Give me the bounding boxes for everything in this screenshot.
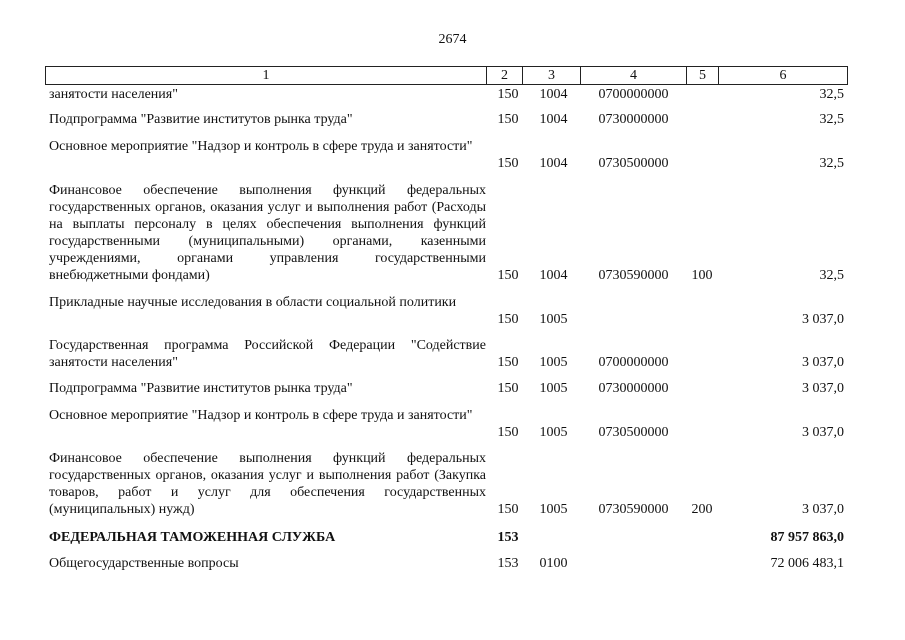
row-col-4: 0730500000: [598, 425, 669, 440]
row-col-2: 150: [497, 312, 519, 327]
row-col-2: 150: [497, 502, 519, 517]
row-col-3: 1005: [539, 425, 568, 440]
row-col-3: 1004: [539, 87, 568, 102]
row-col-6: 3 037,0: [802, 381, 844, 396]
row-col-6: 3 037,0: [802, 355, 844, 370]
row-col-4: 0730000000: [598, 112, 669, 127]
row-col-6: 72 006 483,1: [770, 556, 844, 571]
row-name: Основное мероприятие "Надзор и контроль в сфере труда и занятости": [49, 408, 473, 423]
row-col-2: 150: [497, 381, 519, 396]
row-col-4: 0730500000: [598, 156, 669, 171]
row-col-6: 3 037,0: [802, 502, 844, 517]
row-name: ФЕДЕРАЛЬНАЯ ТАМОЖЕННАЯ СЛУЖБА: [49, 530, 336, 545]
row-name: Подпрограмма "Развитие институтов рынка труда": [49, 381, 353, 396]
row-name: Финансовое обеспечение выполнения функций федеральных государственных органов, оказания услуг и выполнения работ (Закупка товаров, работ и услуг для обеспечения государственных (муниципальных) нужд): [49, 451, 486, 517]
row-name: Подпрограмма "Развитие институтов рынка труда": [49, 112, 353, 127]
row-name: Финансовое обеспечение выполнения функций федеральных государственных органов, оказания услуг и выполнения работ (Расходы на выплаты персоналу в целях обеспечения выполнения функций государственными (муниципальными) органами, казенными учреждениями, органами управления государственными внебюджетными фондами): [49, 183, 486, 283]
row-col-4: 0730590000: [598, 268, 669, 283]
table-header: [45, 66, 848, 85]
row-col-4: 0700000000: [598, 87, 669, 102]
row-col-2: 153: [497, 556, 519, 571]
row-col-3: 1005: [539, 312, 568, 327]
header-col-1: 1: [262, 68, 270, 83]
row-col-2: 150: [497, 156, 519, 171]
row-col-6: 3 037,0: [802, 425, 844, 440]
row-col-3: 1004: [539, 112, 568, 127]
header-col-3: 3: [548, 68, 555, 83]
row-col-3: 1005: [539, 355, 568, 370]
row-col-4: 0700000000: [598, 355, 669, 370]
row-col-3: 0100: [539, 556, 568, 571]
row-col-4: 0730590000: [598, 502, 669, 517]
row-name: Государственная программа Российской Федерации "Содействие занятости населения": [49, 338, 486, 370]
header-col-6: 6: [779, 68, 787, 83]
row-col-3: 1005: [539, 381, 568, 396]
row-col-5: 100: [691, 268, 713, 283]
row-col-2: 150: [497, 355, 519, 370]
page-number: 2674: [438, 32, 467, 47]
row-col-4: 0730000000: [598, 381, 669, 396]
row-col-2: 150: [497, 87, 519, 102]
row-col-2: 150: [497, 112, 519, 127]
row-col-6: 87 957 863,0: [770, 530, 844, 545]
row-name: занятости населения": [49, 87, 178, 102]
header-col-2: 2: [501, 68, 508, 83]
row-col-2: 153: [497, 530, 519, 545]
row-name: Общегосударственные вопросы: [49, 556, 239, 571]
row-name: Прикладные научные исследования в области социальной политики: [49, 295, 457, 310]
row-col-3: 1005: [539, 502, 568, 517]
row-name: Основное мероприятие "Надзор и контроль в сфере труда и занятости": [49, 139, 473, 154]
header-col-4: 4: [630, 68, 637, 83]
row-col-3: 1004: [539, 268, 568, 283]
row-col-3: 1004: [539, 156, 568, 171]
row-col-6: 32,5: [819, 268, 844, 283]
row-col-6: 32,5: [819, 87, 844, 102]
row-col-6: 32,5: [819, 156, 844, 171]
row-col-5: 200: [691, 502, 713, 517]
row-col-6: 32,5: [819, 112, 844, 127]
row-col-2: 150: [497, 268, 519, 283]
row-col-2: 150: [497, 425, 519, 440]
header-col-5: 5: [699, 68, 706, 83]
row-col-6: 3 037,0: [802, 312, 844, 327]
